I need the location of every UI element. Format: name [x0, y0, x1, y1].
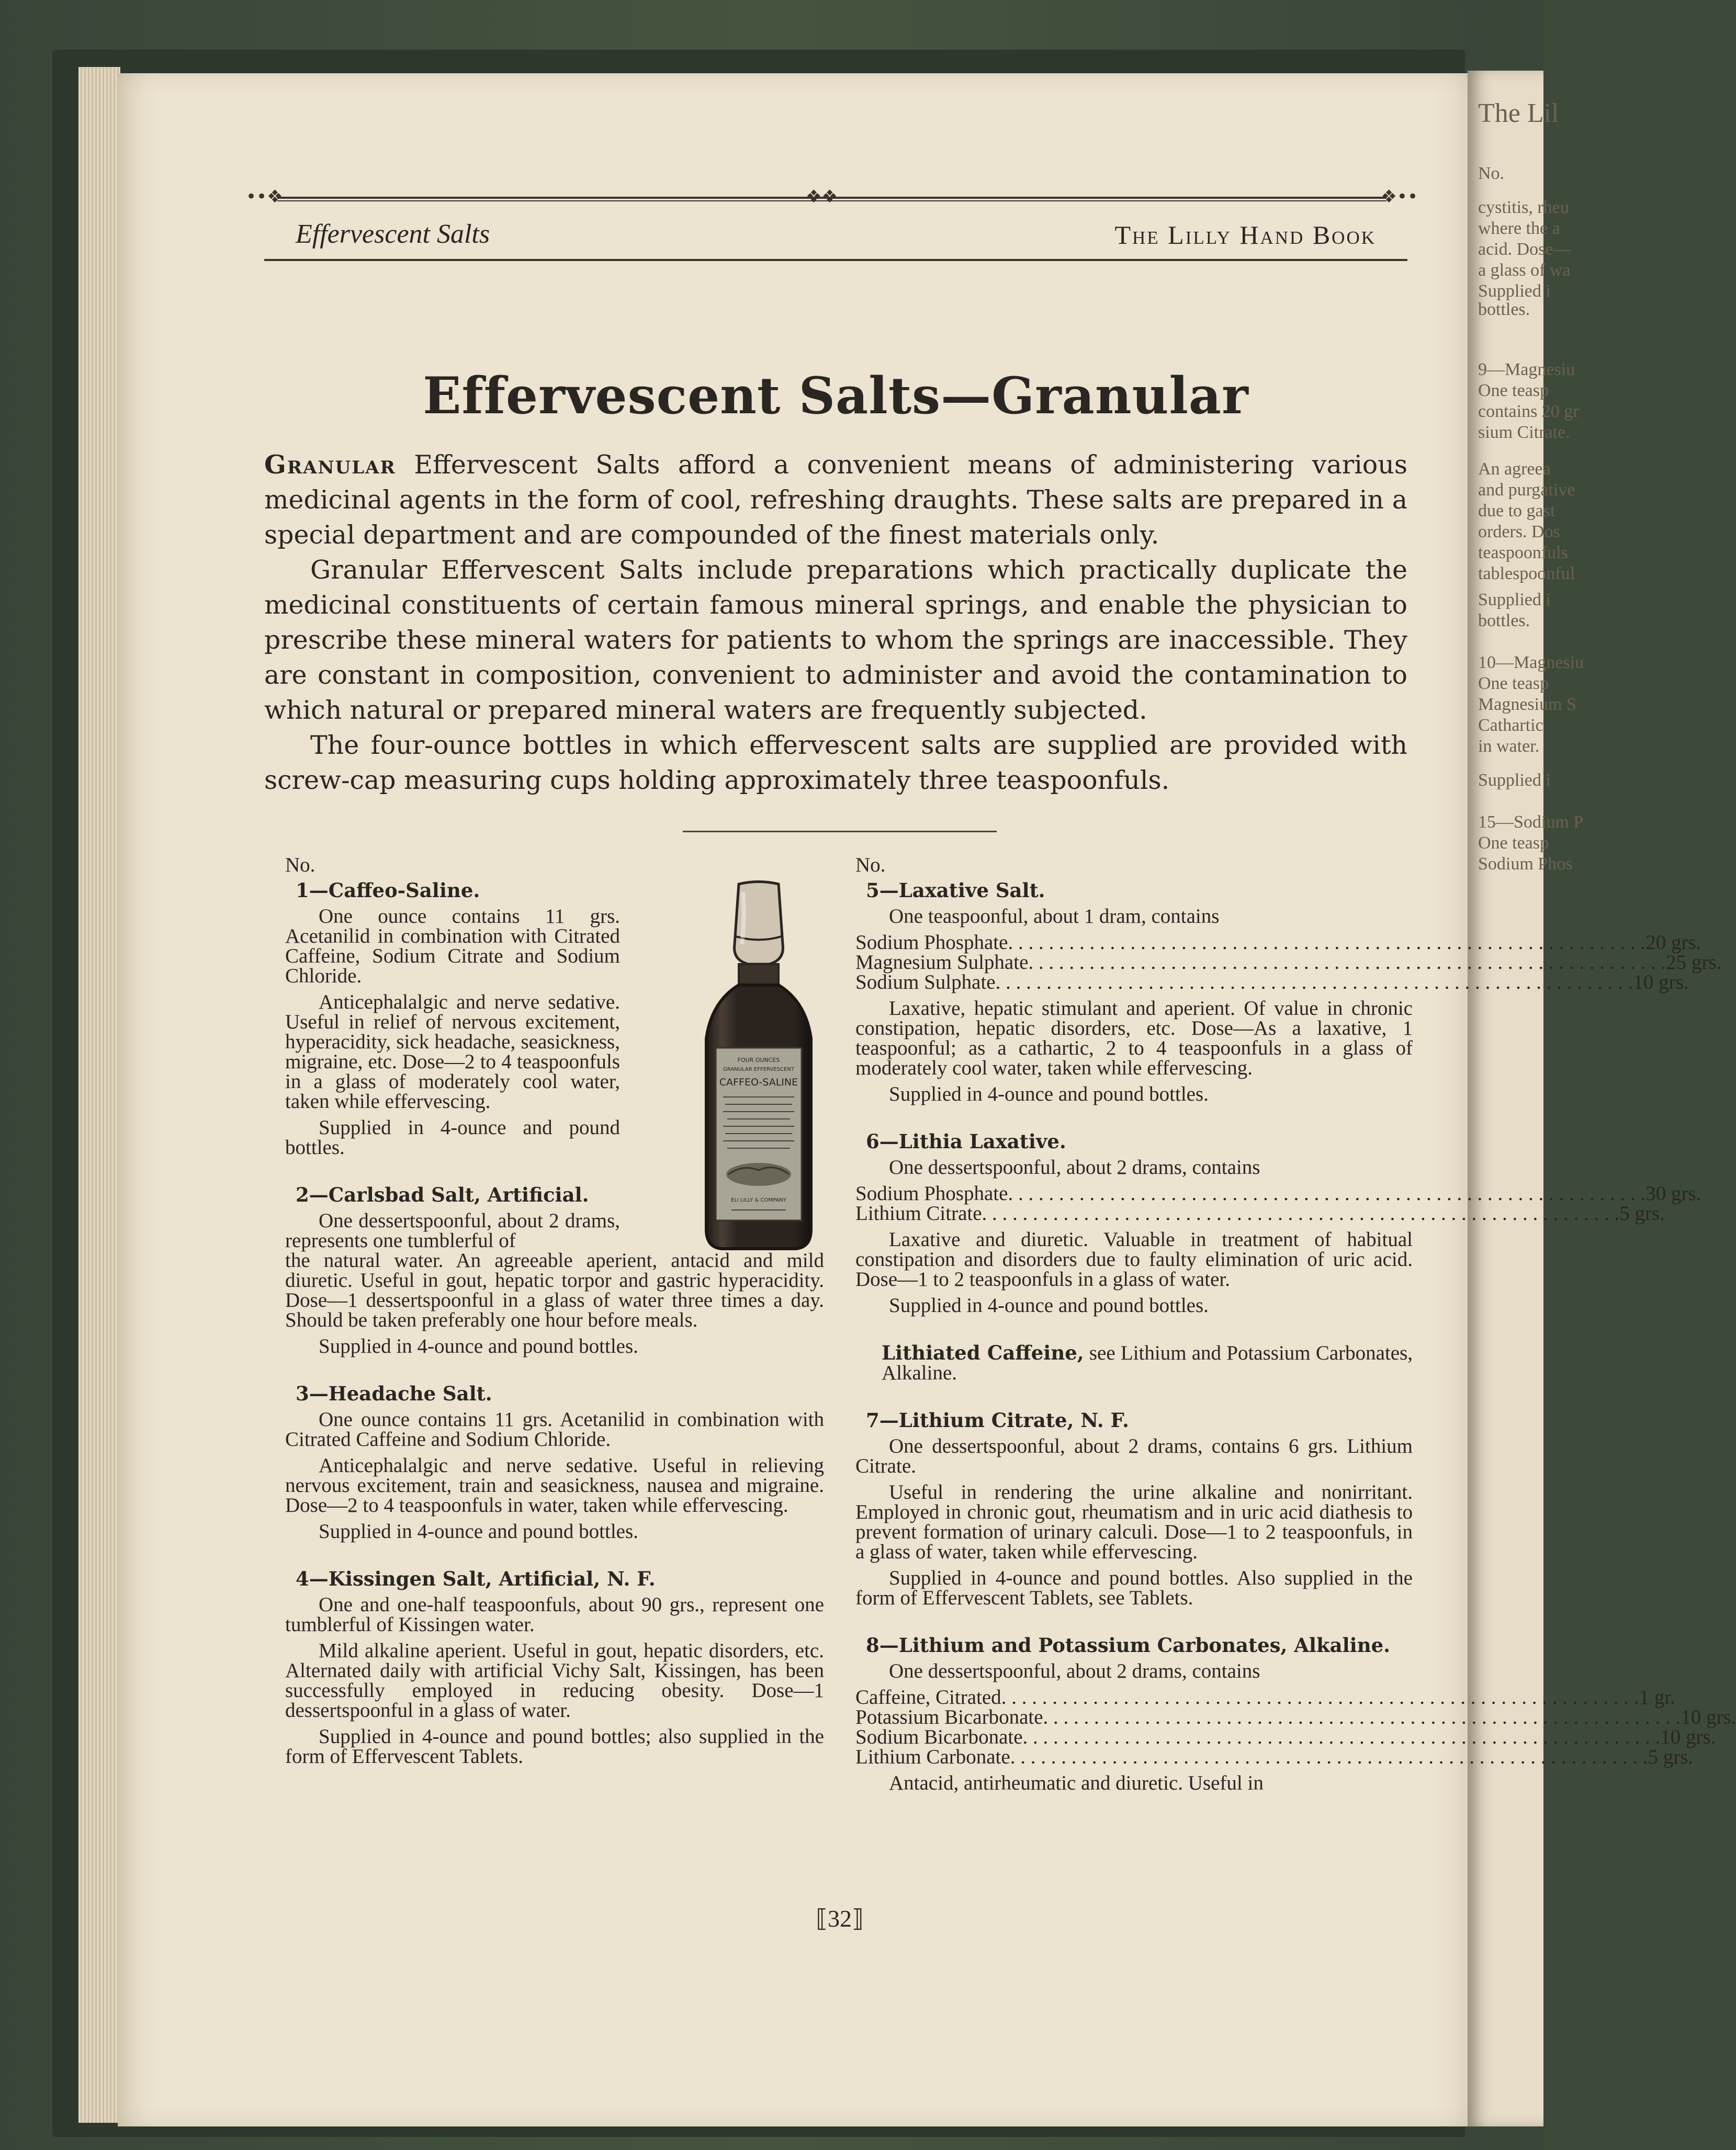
entry-text: Supplied in 4-ounce and pound bottles.	[889, 1083, 1209, 1105]
running-head	[264, 214, 1407, 251]
ingredient-quantity: 25 grs.	[1666, 951, 1722, 974]
entry-text: One ounce contains 11 grs. Acetanilid in combination with Citrated Caffeine, Sodium Citrate and Sodium Chloride.	[285, 905, 620, 987]
next-page-fragment: where the a	[1478, 219, 1560, 238]
ingredient-quantity: 10 grs.	[1681, 1706, 1736, 1728]
next-page-fragment: contains 20 gr	[1478, 402, 1579, 421]
intro-paragraph-2: Granular Effervescent Salts include preparations which practically duplicate the medicinal constituents of certain famous mineral springs, and enable the physician to prescribe these mineral waters for patients to whom the springs are inaccessible. They are constant in composition, convenient to administer and avoid the contamination to which natural or prepared mineral waters are frequently subjected.	[264, 555, 1407, 725]
ingredient-quantity: 20 grs.	[1645, 931, 1701, 954]
page-edges	[78, 67, 120, 2123]
intro-paragraph-1	[264, 447, 1407, 552]
right-column	[855, 854, 1736, 1820]
entry-heading: 2—Carlsbad Salt, Artificial.	[296, 1183, 589, 1206]
next-page-fragment: bottles.	[1478, 300, 1530, 319]
entry-heading: 4—Kissingen Salt, Artificial, N. F.	[296, 1567, 656, 1590]
entry-text: One dessertspoonful, about 2 drams, represents one tumblerful of	[285, 1209, 620, 1252]
next-page-fragment: orders. Dos	[1478, 522, 1560, 541]
formula-table	[855, 1182, 1701, 1225]
ingredient-name: Potassium Bicarbonate	[855, 1706, 1043, 1728]
entry-lithium-citrate	[855, 1410, 1413, 1608]
page-title: Effervescent Salts—Granular	[423, 366, 1249, 425]
formula-row	[855, 1202, 1665, 1225]
entry-text: Supplied in 4-ounce and pound bottles; also supplied in the form of Effervescent Tablets.	[285, 1725, 824, 1768]
leader-dots	[1043, 1707, 1681, 1727]
intro-paragraph-1-text: Effervescent Salts afford a convenient means of administering various medicinal agents in the form of cool, refreshing draughts. These salts are prepared in a special department and are compounded of the finest materials only.	[264, 450, 1407, 550]
ingredient-quantity: 5 grs.	[1648, 1746, 1694, 1768]
entry-heading: 6—Lithia Laxative.	[866, 1130, 1066, 1153]
page-number: ⟦32⟧	[816, 1905, 864, 1932]
entry-text: One teaspoonful, about 1 dram, contains	[889, 905, 1220, 927]
next-page-fragment: in water.	[1478, 737, 1540, 756]
entry-kissingen-salt	[285, 1569, 824, 1767]
next-page-fragment: An agreea	[1478, 459, 1551, 479]
next-page-fragment: a glass of wa	[1478, 261, 1571, 280]
entry-text: One and one-half teaspoonfuls, about 90 grs., represent one tumblerful of Kissingen water.	[285, 1593, 824, 1636]
next-page-fragment: The Lil	[1478, 98, 1559, 128]
formula-row	[855, 931, 1701, 954]
section-divider	[683, 831, 997, 832]
next-page-fragment: due to gast	[1478, 501, 1555, 520]
entry-heading: 7—Lithium Citrate, N. F.	[866, 1409, 1129, 1432]
entry-text: Antacid, antirheumatic and diuretic. Useful in	[889, 1772, 1264, 1794]
entry-lithium-potassium-carbonates	[855, 1634, 1736, 1794]
next-page-fragment: One teasp	[1478, 833, 1549, 853]
next-page-fragment: No.	[1478, 164, 1505, 183]
entry-text: Mild alkaline aperient. Useful in gout, hepatic disorders, etc. Alternated daily with artificial Vichy Salt, Kissingen, has been successfully employed in reducing obesity. Dose—1 dessertspoonful in a glass of water.	[285, 1639, 824, 1722]
ingredient-name: Sodium Sulphate	[855, 971, 996, 993]
ingredient-quantity: 1 gr.	[1639, 1686, 1675, 1708]
ingredient-name: Sodium Phosphate	[855, 931, 1008, 954]
header-rule	[264, 259, 1407, 261]
ingredient-quantity: 30 grs.	[1645, 1182, 1701, 1205]
entry-heading: 8—Lithium and Potassium Carbonates, Alkaline.	[866, 1634, 1391, 1657]
cross-reference	[882, 1343, 1413, 1383]
ingredient-name: Lithium Citrate	[855, 1202, 982, 1225]
ingredient-name: Sodium Bicarbonate	[855, 1726, 1023, 1748]
next-page-fragment: 9—Magnesiu	[1478, 360, 1575, 379]
entry-text: Supplied in 4-ounce and pound bottles.	[889, 1294, 1209, 1317]
next-page-fragment: teaspoonfuls	[1478, 543, 1568, 562]
running-head-section: Effervescent Salts	[296, 219, 490, 249]
entry-text: Supplied in 4-ounce and pound bottles.	[319, 1335, 638, 1357]
running-head-book-title: The Lilly Hand Book	[1114, 220, 1376, 250]
next-page-fragment: cystitis, rheu	[1478, 198, 1569, 217]
leader-dots	[1001, 1688, 1639, 1707]
bottle-label-name: CAFFEO-SALINE	[719, 1077, 798, 1088]
number-label: No.	[285, 854, 315, 876]
entry-text: Laxative and diuretic. Valuable in treatment of habitual constipation and disorders due to faulty elimination of uric acid. Dose—1 to 2 teaspoonfuls in a glass of water.	[855, 1228, 1413, 1291]
formula-row	[855, 1726, 1716, 1748]
formula-row	[855, 1746, 1694, 1768]
number-label: No.	[855, 854, 886, 876]
leader-dots	[982, 1204, 1620, 1224]
next-page-fragment: Supplied i	[1478, 281, 1551, 301]
entry-headache-salt	[285, 1384, 824, 1542]
entry-text: Useful in rendering the urine alkaline and nonirritant. Employed in chronic gout, rheumatism and in uric acid diathesis to prevent formation of urinary calculi. Dose—1 to 2 teaspoonfuls, in a glass of water, taken while effervescing.	[855, 1481, 1413, 1563]
next-page-fragment: Supplied i	[1478, 771, 1551, 790]
leader-dots	[1028, 953, 1666, 972]
bottle-illustration	[691, 881, 827, 1253]
next-page-fragment: Magnesium S	[1478, 695, 1576, 714]
ingredient-name: Sodium Phosphate	[855, 1182, 1008, 1205]
leader-dots	[1010, 1747, 1648, 1767]
next-page-fragment: Sodium Phos	[1478, 854, 1573, 874]
entry-text: Laxative, hepatic stimulant and aperient. Of value in chronic constipation, hepatic disorders, etc. Dose—As a laxative, 1 teaspoonful; as a cathartic, 2 to 4 teaspoonfuls in a glass of moderately cool water, taken while effervescing.	[855, 997, 1413, 1079]
entry-text: the natural water. An agreeable aperient, antacid and mild diuretic. Useful in gout, hepatic torpor and gastric hyperacidity. Dose—1 dessertspoonful in a glass of water three times a day. Should be taken preferably one hour before meals.	[285, 1249, 824, 1331]
entry-heading: 3—Headache Salt.	[296, 1382, 492, 1405]
next-page-fragment: Supplied i	[1478, 590, 1551, 609]
formula-row	[855, 1706, 1736, 1728]
ingredient-quantity: 10 grs.	[1660, 1726, 1716, 1748]
next-page-fragment: sium Citrate.	[1478, 423, 1570, 442]
bottle-label-line2: GRANULAR EFFERVESCENT	[723, 1067, 794, 1072]
leader-dots	[996, 972, 1633, 992]
entry-text: One ounce contains 11 grs. Acetanilid in combination with Citrated Caffeine and Sodium Chloride.	[285, 1408, 824, 1451]
intro-text	[264, 447, 1407, 798]
next-page-fragment: acid. Dose—	[1478, 240, 1571, 259]
entry-lithia-laxative	[855, 1130, 1701, 1317]
entry-text: Supplied in 4-ounce and pound bottles.	[319, 1520, 638, 1543]
next-page-fragment: 15—Sodium P	[1478, 812, 1584, 832]
ingredient-name: Lithium Carbonate	[855, 1746, 1010, 1768]
next-page-fragment: and purgative	[1478, 480, 1575, 500]
ornament-right-icon: ❖••	[1381, 186, 1418, 207]
leader-dots	[1023, 1727, 1661, 1747]
next-page-fragment: One teasp	[1478, 674, 1549, 693]
ingredient-name: Magnesium Sulphate	[855, 951, 1029, 974]
entry-text: Anticephalalgic and nerve sedative. Useful in relief of nervous excitement, hyperacidity, sick headache, seasickness, migraine, etc. Dose—2 to 4 teaspoonfuls in a glass of moderately cool water, taken while effervescing.	[285, 991, 620, 1113]
formula-table	[855, 931, 1722, 993]
next-page-fragment: bottles.	[1478, 611, 1530, 630]
leader-dots	[1008, 933, 1645, 953]
entry-heading: 5—Laxative Salt.	[866, 879, 1045, 902]
formula-table	[855, 1686, 1736, 1768]
entry-text: Supplied in 4-ounce and pound bottles. Also supplied in the form of Effervescent Tablets, see Tablets.	[855, 1567, 1413, 1609]
next-page-fragment: One teasp	[1478, 381, 1549, 400]
ornament-center-icon: ❖❖	[806, 186, 838, 207]
next-page-fragment: 10—Magnesiu	[1478, 653, 1584, 672]
entry-heading: 1—Caffeo-Saline.	[296, 879, 480, 902]
formula-row	[855, 971, 1689, 993]
entry-text: One dessertspoonful, about 2 drams, contains	[889, 1156, 1260, 1179]
ingredient-quantity: 10 grs.	[1633, 971, 1689, 993]
next-page-edge	[1468, 71, 1584, 2126]
next-page-fragment: tablespoonful	[1478, 564, 1575, 583]
bottle-label-vignette	[726, 1163, 791, 1186]
entry-text: Supplied in 4-ounce and pound bottles.	[285, 1116, 620, 1159]
cross-reference-term: Lithiated Caffeine,	[882, 1341, 1084, 1364]
formula-row	[855, 1686, 1675, 1708]
ornament-left-icon: ••❖	[246, 186, 283, 207]
next-page-fragment: Cathartic	[1478, 716, 1543, 735]
entry-text: One dessertspoonful, about 2 drams, contains	[889, 1660, 1260, 1682]
cross-reference-text: see Lithium and Potassium Carbonates, Alkaline.	[882, 1342, 1413, 1384]
ingredient-quantity: 5 grs.	[1619, 1202, 1665, 1225]
formula-row	[855, 1182, 1701, 1205]
entry-text: One dessertspoonful, about 2 drams, contains 6 grs. Lithium Citrate.	[855, 1435, 1413, 1477]
ingredient-name: Caffeine, Citrated	[855, 1686, 1001, 1708]
bottle-label-maker: ELI LILLY & COMPANY	[731, 1197, 786, 1203]
entry-laxative-salt	[855, 879, 1722, 1105]
entry-text: Anticephalalgic and nerve sedative. Useful in relieving nervous excitement, train and seasickness, nausea and migraine. Dose—2 to 4 teaspoonfuls in water, taken while effervescing.	[285, 1454, 824, 1517]
formula-row	[855, 951, 1722, 974]
leader-dots	[1008, 1184, 1645, 1204]
header-ornament	[246, 186, 1418, 207]
intro-paragraph-3: The four-ounce bottles in which effervescent salts are supplied are provided with screw-cap measuring cups holding approximately three teaspoonfuls.	[264, 730, 1407, 795]
intro-lead-word: Granular	[264, 449, 396, 480]
bottle-label-line1: FOUR OUNCES	[737, 1057, 780, 1063]
